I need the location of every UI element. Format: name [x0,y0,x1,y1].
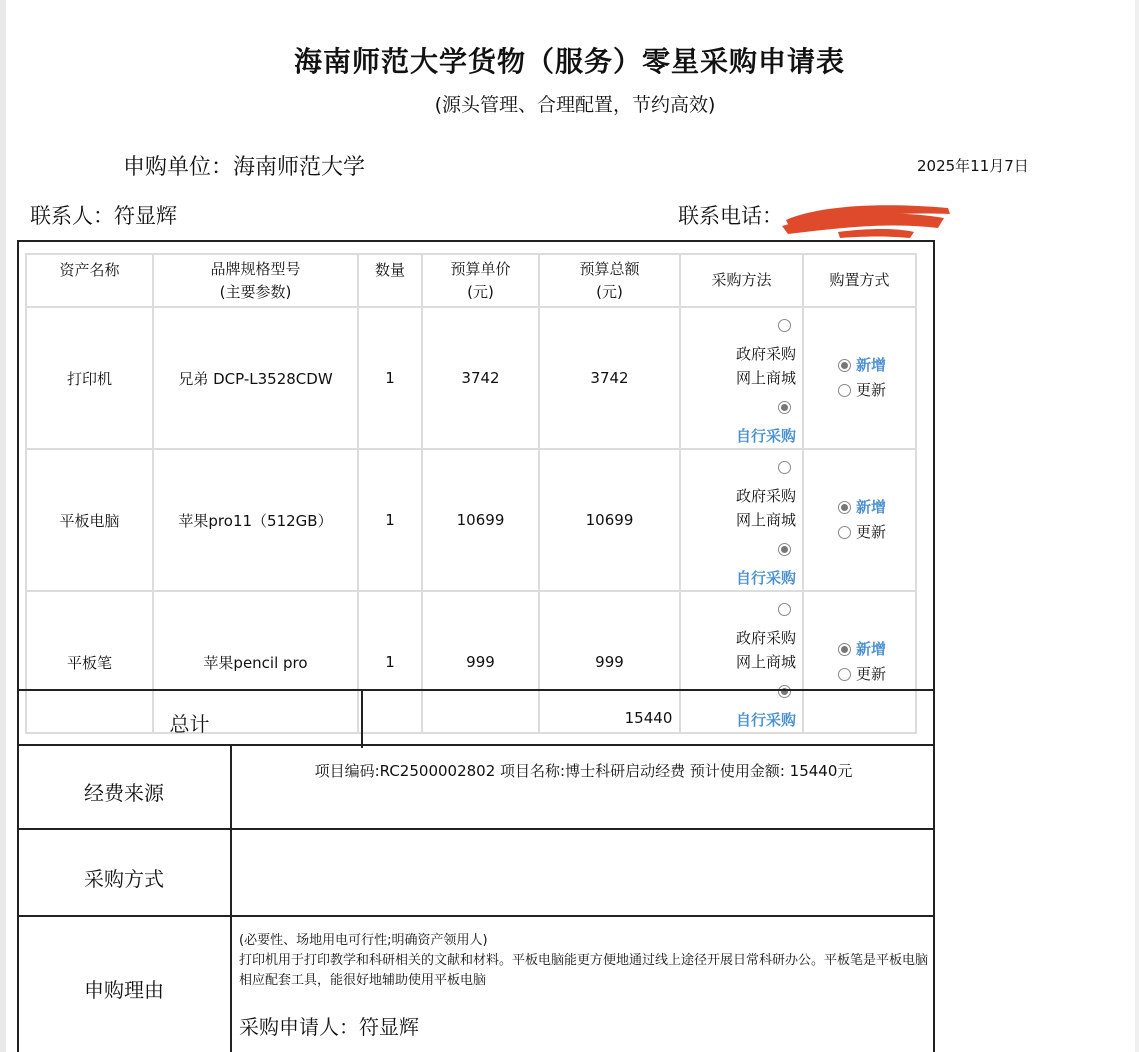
asset-name-cell: 平板笔 [26,591,153,733]
unit-price-cell: 3742 [422,307,539,449]
reason-label: 申购理由 [84,978,164,1002]
method-self-label: 自行采购 [735,569,796,587]
reason-text-block [239,931,931,991]
unit-price-cell: 10699 [422,449,539,591]
applicant-name: 采购申请人：符显辉 [239,1015,419,1039]
method-self-label: 自行采购 [735,711,796,729]
page-edge-right [1135,0,1139,1052]
method-gov-label-2: 网上商城 [735,653,796,671]
header-unit-price: 预算单价 (元) [422,254,539,307]
header-total-price: 预算总额 (元) [539,254,680,307]
table-row [26,307,916,449]
acquisition-new-option[interactable]: 新增 [838,353,886,378]
total-price-cell: 999 [539,591,680,733]
acquisition-renew-radio[interactable] [838,384,851,397]
total-price-cell: 10699 [539,449,680,591]
method-gov-radio[interactable] [778,597,791,621]
acquisition-new-option[interactable]: 新增 [838,495,886,520]
total-value: 15440 [624,709,673,727]
table-row [26,449,916,591]
total-price-cell: 3742 [539,307,680,449]
items-table [25,253,917,734]
phone-redaction-scribble [778,198,954,240]
reason-divider [230,917,232,1052]
method-self-radio[interactable] [778,537,791,561]
procurement-divider [230,830,232,919]
acquisition-new-radio[interactable] [838,359,851,372]
procurement-label: 采购方式 [84,867,164,891]
contact-phone-label: 联系电话： [678,204,783,228]
acquisition-cell [803,449,916,591]
method-cell [680,307,803,449]
contact-person: 联系人：符显辉 [30,204,177,228]
spec-cell: 兄弟 DCP-L3528CDW [153,307,358,449]
funding-row [17,744,935,830]
asset-name-cell: 平板电脑 [26,449,153,591]
acquisition-new-radio[interactable] [838,501,851,514]
total-label: 总计 [169,712,210,736]
reason-hint: (必要性、场地用电可行性;明确资产领用人) [239,933,488,948]
method-gov-label: 政府采购 [735,629,796,647]
header-quantity: 数量 [358,254,422,307]
reason-row [17,915,935,1052]
unit-price-cell: 999 [422,591,539,733]
funding-value: 项目编码:RC2500002802 项目名称:博士科研启动经费 预计使用金额: 15440元 [314,762,853,780]
method-gov-radio[interactable] [778,313,791,337]
quantity-cell: 1 [358,307,422,449]
method-self-radio[interactable] [778,395,791,419]
method-gov-label-2: 网上商城 [735,511,796,529]
funding-divider [230,746,232,832]
spec-cell: 苹果pencil pro [153,591,358,733]
reason-text: 打印机用于打印教学和科研相关的文献和材料。平板电脑能更方便地通过线上途径开展日常科研办公。平板笔是平板电脑相应配套工具，能很好地辅助使用平板电脑 [239,953,929,988]
asset-name-cell: 打印机 [26,307,153,449]
acquisition-renew-radio[interactable] [838,526,851,539]
method-gov-label: 政府采购 [735,487,796,505]
header-method: 采购方法 [680,254,803,307]
method-gov-label-2: 网上商城 [735,369,796,387]
method-self-label: 自行采购 [735,427,796,445]
acquisition-cell [803,307,916,449]
header-acquisition: 购置方式 [803,254,916,307]
quantity-cell: 1 [358,449,422,591]
page-edge-left [0,0,6,1052]
header-asset-name: 资产名称 [26,254,153,307]
total-row [17,689,935,746]
procurement-row [17,828,935,917]
spec-cell: 苹果pro11（512GB） [153,449,358,591]
method-cell [680,449,803,591]
form-subtitle: (源头管理、合理配置，节约高效) [434,94,716,116]
applicant-department: 申购单位：海南师范大学 [123,155,366,180]
acquisition-renew-option[interactable]: 更新 [838,378,886,403]
method-gov-label: 政府采购 [735,345,796,363]
quantity-cell: 1 [358,591,422,733]
acquisition-renew-option[interactable]: 更新 [838,662,886,687]
funding-label: 经费来源 [84,781,164,805]
acquisition-renew-option[interactable]: 更新 [838,520,886,545]
acquisition-new-option[interactable]: 新增 [838,637,886,662]
acquisition-new-radio[interactable] [838,643,851,656]
header-spec: 品牌规格型号 (主要参数) [153,254,358,307]
method-gov-radio[interactable] [778,455,791,479]
form-title: 海南师范大学货物（服务）零星采购申请表 [293,45,845,78]
application-date: 2025年11月7日 [917,157,1029,175]
items-header-row [26,254,916,307]
acquisition-renew-radio[interactable] [838,668,851,681]
